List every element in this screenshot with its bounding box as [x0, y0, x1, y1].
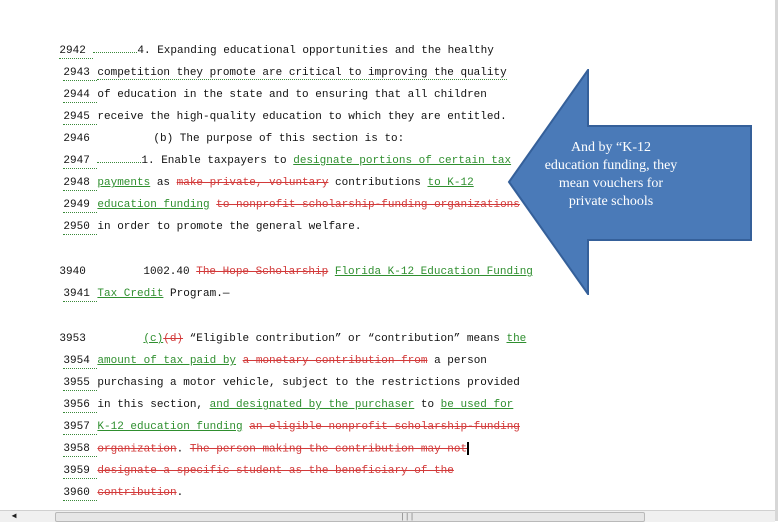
line-3953: 3953 (c)(d) “Eligible contribution” or “contribution” means the	[59, 333, 527, 345]
line-2947: 2947 1. Enable taxpayers to designate portions of certain tax	[63, 155, 512, 167]
line-2944: 2944 of education in the state and to ensuring that all children	[63, 89, 487, 101]
grip-icon: |||	[400, 513, 415, 522]
line-2945: 2945 receive the high-quality education to which they are entitled.	[63, 111, 507, 123]
scroll-left-arrow-icon[interactable]: ◀	[11, 512, 17, 521]
horizontal-scrollbar[interactable]	[0, 510, 775, 522]
line-3958: 3958 organization. The person making the contribution may not	[63, 443, 468, 456]
line-3955: 3955 purchasing a motor vehicle, subject to the restrictions provided	[63, 377, 520, 389]
line-2948: 2948 payments as make private, voluntary contributions to K-12	[63, 177, 474, 189]
text-cursor	[467, 442, 469, 455]
line-2943: 2943 competition they promote are critical to improving the quality	[63, 67, 507, 79]
callout-text: And by “K-12 education funding, they mean vouchers for private schools	[544, 140, 678, 209]
line-3954: 3954 amount of tax paid by a monetary contribution from a person	[63, 355, 487, 367]
line-3960: 3960 contribution.	[63, 487, 184, 499]
line-2946: 2946 (b) The purpose of this section is to:	[63, 133, 405, 145]
line-2949: 2949 education funding to nonprofit scholarship-funding organizations	[63, 199, 520, 211]
line-2950: 2950 in order to promote the general welfare.	[63, 221, 362, 233]
line-3941: 3941 Tax Credit Program.—	[63, 288, 230, 300]
line-2942: 2942 4. Expanding educational opportunities and the healthy	[59, 45, 494, 57]
line-3959: 3959 designate a specific student as the beneficiary of the	[63, 465, 454, 477]
line-3956: 3956 in this section, and designated by the purchaser to be used for	[63, 399, 514, 411]
line-3940: 3940 1002.40 The Hope Scholarship Florida K-12 Education Funding	[59, 266, 533, 278]
line-3957: 3957 K-12 education funding an eligible nonprofit scholarship-funding	[63, 421, 520, 433]
